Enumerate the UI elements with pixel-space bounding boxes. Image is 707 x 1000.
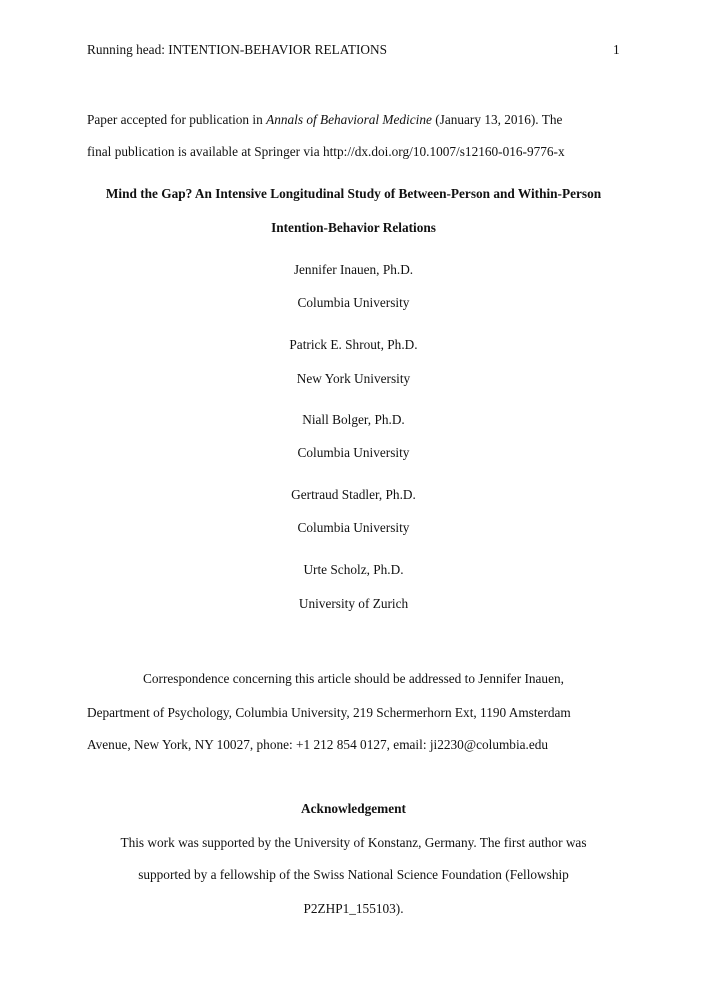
author-name: Patrick E. Shrout, Ph.D. bbox=[289, 337, 418, 352]
author-affiliation: Columbia University bbox=[297, 445, 410, 460]
acknowledgement-line-1: This work was supported by the University of Konstanz, Germany. The first author was bbox=[120, 835, 587, 850]
correspondence-line-1: Correspondence concerning this article should be addressed to Jennifer Inauen, bbox=[143, 671, 564, 686]
acceptance-prefix: Paper accepted for publication in bbox=[87, 112, 267, 127]
author-affiliation: Columbia University bbox=[297, 295, 410, 310]
acknowledgement-line-3: P2ZHP1_155103). bbox=[303, 901, 404, 916]
correspondence-line-3: Avenue, New York, NY 10027, phone: +1 212 854 0127, email: ji2230@columbia.edu bbox=[87, 737, 549, 752]
correspondence-line-2: Department of Psychology, Columbia University, 219 Schermerhorn Ext, 1190 Amsterdam bbox=[87, 705, 571, 720]
acceptance-note-line-1 bbox=[87, 112, 562, 128]
author-affiliation: Columbia University bbox=[297, 520, 410, 535]
journal-name: Annals of Behavioral Medicine bbox=[266, 112, 432, 127]
acknowledgement-line-2: supported by a fellowship of the Swiss National Science Foundation (Fellowship bbox=[138, 867, 569, 882]
paper-title-line-2: Intention-Behavior Relations bbox=[271, 220, 436, 235]
author-affiliation: New York University bbox=[296, 371, 411, 386]
page-number: 1 bbox=[613, 42, 620, 57]
running-head: Running head: INTENTION-BEHAVIOR RELATIONS bbox=[87, 42, 388, 57]
author-name: Gertraud Stadler, Ph.D. bbox=[291, 487, 416, 502]
author-affiliation: University of Zurich bbox=[298, 596, 409, 611]
author-name: Jennifer Inauen, Ph.D. bbox=[293, 262, 414, 277]
paper-title-line-1: Mind the Gap? An Intensive Longitudinal Study of Between-Person and Within-Person bbox=[105, 186, 602, 201]
author-name: Urte Scholz, Ph.D. bbox=[303, 562, 404, 577]
author-name: Niall Bolger, Ph.D. bbox=[302, 412, 405, 427]
acknowledgement-heading: Acknowledgement bbox=[301, 801, 406, 816]
acceptance-suffix: (January 13, 2016). The bbox=[431, 112, 563, 127]
acceptance-note-line-2: final publication is available at Springer via http://dx.doi.org/10.1007/s12160-016-9776-x bbox=[87, 144, 565, 159]
